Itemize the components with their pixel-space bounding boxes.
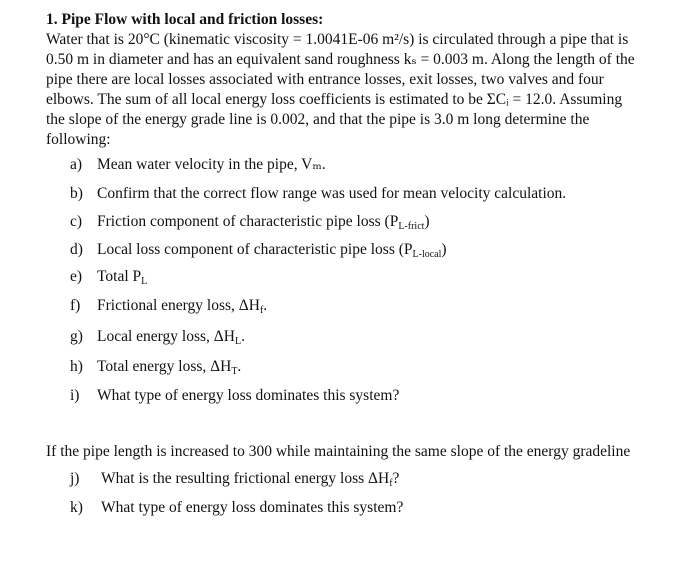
item-subscript: L-local: [412, 249, 442, 260]
list-item-c: [70, 212, 430, 237]
item-subscript: L: [141, 276, 148, 287]
intro-line: elbows. The sum of all local energy loss coefficients is estimated to be ΣCᵢ = 12.0. Assuming: [46, 91, 623, 108]
list-item-i: [70, 386, 399, 406]
list-item-j: [70, 469, 399, 494]
list-item-h: [70, 357, 241, 382]
item-tail: ): [424, 213, 430, 230]
intro-line: the slope of the energy grade line is 0.002, and that the pipe is 3.0 m long determine the: [46, 111, 590, 128]
item-text: Local energy loss, ΔH: [97, 328, 235, 345]
item-tail: ): [441, 241, 447, 258]
item-text: Local loss component of characteristic pipe loss (P: [97, 241, 413, 258]
item-tail: .: [237, 358, 242, 375]
intro-line: pipe there are local losses associated with entrance losses, exit losses, two valves and four: [46, 71, 604, 88]
item-tail: .: [241, 328, 245, 345]
list-item-f: [70, 296, 267, 321]
list-item-k: [70, 498, 403, 518]
list-item-b: [70, 184, 566, 204]
item-tail: ?: [392, 470, 400, 487]
problem-title: 1. Pipe Flow with local and friction losses:: [46, 11, 324, 28]
item-text: Friction component of characteristic pipe loss (P: [97, 213, 399, 230]
item-text: Confirm that the correct flow range was used for mean velocity calculation.: [97, 185, 567, 202]
problem-intro: [46, 30, 676, 150]
item-subscript: T: [231, 366, 238, 377]
item-label: g): [70, 328, 83, 345]
item-label: f): [70, 297, 81, 314]
item-text: What type of energy loss dominates this system?: [97, 387, 400, 404]
intro-line: 0.50 m in diameter and has an equivalent sand roughness kₛ = 0.003 m. Along the length of the: [46, 51, 635, 68]
list-item-g: [70, 327, 245, 352]
problem-document: [46, 10, 676, 150]
item-label: k): [70, 499, 83, 516]
item-text: What is the resulting frictional energy loss ΔH: [101, 470, 390, 487]
list-item-e: [70, 267, 147, 292]
item-label: b): [70, 185, 83, 202]
item-label: h): [70, 358, 83, 375]
item-subscript: f: [259, 305, 264, 316]
item-label: d): [70, 241, 83, 258]
item-text: Mean water velocity in the pipe, Vₘ.: [97, 156, 326, 173]
intro-line: Water that is 20°C (kinematic viscosity = 1.0041E-06 m²/s) is circulated through a pipe that is: [46, 31, 629, 48]
item-label: i): [70, 387, 80, 404]
item-label: a): [70, 156, 83, 173]
item-text: Frictional energy loss, ΔH: [97, 297, 260, 314]
followup-text: If the pipe length is increased to 300 while maintaining the same slope of the energy gradeline: [46, 443, 631, 460]
item-subscript: L-frict: [398, 221, 425, 232]
item-text: Total P: [97, 268, 142, 285]
item-subscript: L: [234, 336, 242, 347]
item-label: j): [70, 470, 80, 487]
item-subscript: f: [389, 478, 393, 489]
list-item-d: [70, 240, 447, 265]
list-item-a: [70, 155, 326, 175]
item-text: What type of energy loss dominates this system?: [101, 499, 404, 516]
intro-line: following:: [46, 131, 111, 148]
item-label: c): [70, 213, 83, 230]
item-tail: .: [263, 297, 268, 314]
item-label: e): [70, 268, 83, 285]
item-text: Total energy loss, ΔH: [97, 358, 232, 375]
